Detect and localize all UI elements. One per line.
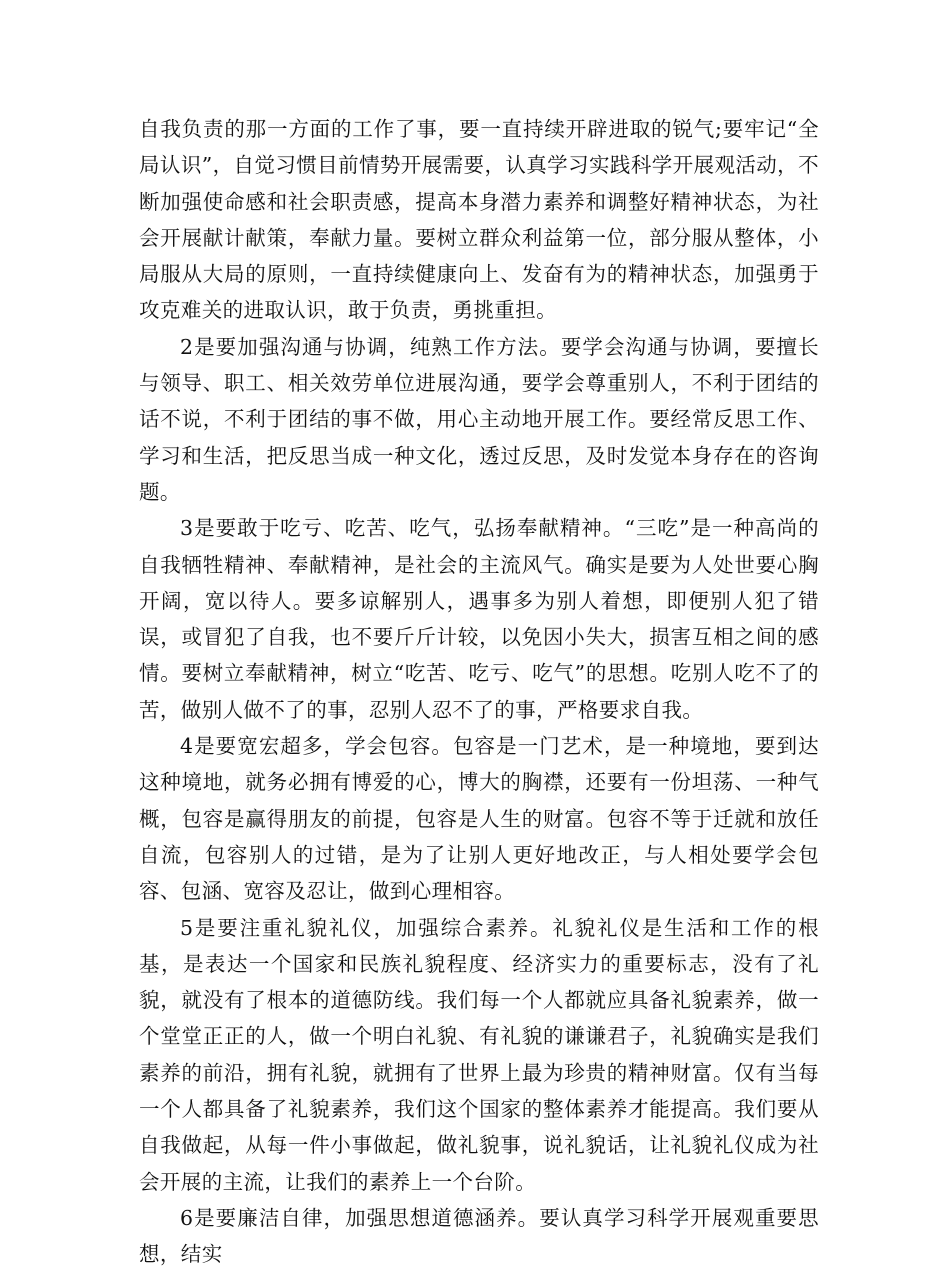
paragraph-6: 6是要廉洁自律，加强思想道德涵养。要认真学习科学开展观重要思想，结实 <box>139 1205 819 1267</box>
paragraph-2: 2是要加强沟通与协调，纯熟工作方法。要学会沟通与协调，要擅长与领导、职工、相关效劳单位进展沟通，要学会尊重别人，不利于团结的话不说，不利于团结的事不做，用心主动地开展工作。要经常反思工作、学习和生活，把反思当成一种文化，透过反思，及时发觉本身存在的咨询题。 <box>139 334 819 504</box>
paragraph-1: 自我负责的那一方面的工作了事，要一直持续开辟进取的锐气;要牢记“全局认识”，自觉习惯目前情势开展需要，认真学习实践科学开展观活动，不断加强使命感和社会职责感，提高本身潜力素养和调整好精神状态，为社会开展献计献策，奉献力量。要树立群众利益第一位，部分服从整体，小局服从大局的原则，一直持续健康向上、发奋有为的精神状态，加强勇于攻克难关的进取认识，敢于负责，勇挑重担。 <box>139 117 819 323</box>
paragraph-4: 4是要宽宏超多，学会包容。包容是一门艺术，是一种境地，要到达这种境地，就务必拥有博爱的心，博大的胸襟，还要有一份坦荡、一种气概，包容是赢得朋友的前提，包容是人生的财富。包容不等于迁就和放任自流，包容别人的过错，是为了让别人更好地改正，与人相处要学会包容、包涵、宽容及忍让，做到心理相容。 <box>139 734 819 904</box>
body-text <box>139 111 819 1273</box>
paragraph-3: 3是要敢于吃亏、吃苦、吃气，弘扬奉献精神。“三吃”是一种高尚的自我牺牲精神、奉献精神，是社会的主流风气。确实是要为人处世要心胸开阔，宽以待人。要多谅解别人，遇事多为别人着想，即便别人犯了错误，或冒犯了自我，也不要斤斤计较，以免因小失大，损害互相之间的感情。要树立奉献精神，树立“吃苦、吃亏、吃气”的思想。吃别人吃不了的苦，做别人做不了的事，忍别人忍不了的事，严格要求自我。 <box>139 516 819 722</box>
paragraph-5: 5是要注重礼貌礼仪，加强综合素养。礼貌礼仪是生活和工作的根基，是表达一个国家和民族礼貌程度、经济实力的重要标志，没有了礼貌，就没有了根本的道德防线。我们每一个人都就应具备礼貌素养，做一个堂堂正正的人，做一个明白礼貌、有礼貌的谦谦君子，礼貌确实是我们素养的前沿，拥有礼貌，就拥有了世界上最为珍贵的精神财富。仅有当每一个人都具备了礼貌素养，我们这个国家的整体素养才能提高。我们要从自我做起，从每一件小事做起，做礼貌事，说礼貌话，让礼貌礼仪成为社会开展的主流，让我们的素养上一个台阶。 <box>139 915 819 1194</box>
